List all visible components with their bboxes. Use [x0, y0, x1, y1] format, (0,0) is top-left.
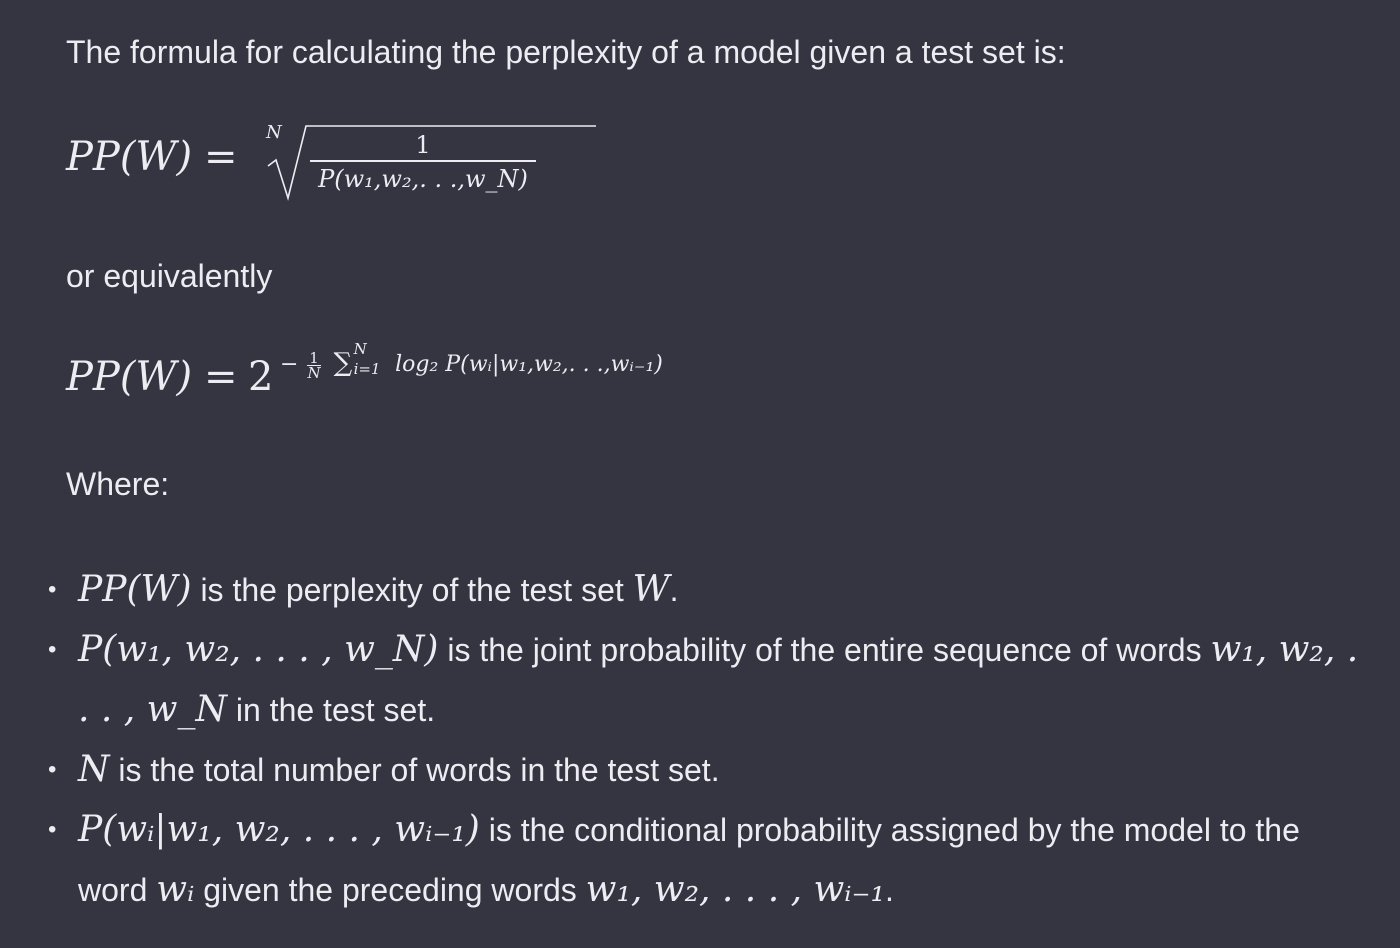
where-label: Where: [66, 466, 170, 502]
formula1-equals: = [204, 134, 238, 180]
exp-fraction [307, 348, 321, 382]
list-item [0, 560, 1378, 620]
root-fraction [310, 130, 536, 194]
bullet-math-3: w₁, w₂, . . . , wᵢ₋₁ [585, 869, 885, 910]
list-item [0, 800, 1378, 920]
log-term: log₂ P(wᵢ|w₁,w₂,. . .,wᵢ₋₁) [395, 352, 663, 377]
formula2-base: 2 [248, 354, 274, 400]
sigma-lower: i=1 [353, 360, 381, 378]
fraction-denominator: P(w₁,w₂,. . .,w_N) [318, 164, 528, 193]
root-index: N [266, 122, 282, 143]
bullet: • [48, 816, 57, 843]
bullet-mid: given the preceding words [194, 872, 586, 908]
sigma-upper: N [353, 340, 367, 358]
bullet-text: is the conditional probability assigned by the model to the word [78, 812, 1300, 908]
exp-frac-num: 1 [309, 348, 319, 367]
bullet-text: is the perplexity of the test set [191, 572, 633, 608]
list-item [0, 620, 1378, 740]
list-item [0, 740, 1378, 800]
bullet-math: P(wᵢ|w₁, w₂, . . . , wᵢ₋₁) [78, 809, 480, 850]
formula2-equals: = [204, 354, 238, 400]
equivalently-text: or equivalently [66, 258, 273, 294]
bullet-end: . [884, 872, 894, 908]
bullet-math: N [78, 749, 110, 790]
formula-perplexity-exp [66, 340, 866, 416]
bullet-math: P(w₁, w₂, . . . , w_N) [78, 629, 439, 670]
bullet: • [48, 576, 57, 603]
bullet-math-2: w₁, w₂, . . . , w_N [78, 629, 1359, 730]
bullet-text: is the total number of words in the test set. [109, 752, 720, 788]
exp-minus: − [280, 352, 299, 377]
fraction-bar [310, 160, 536, 162]
sum-symbol [333, 340, 381, 378]
bullet: • [48, 636, 57, 663]
bullet-math-2: W [632, 569, 670, 610]
bullet-math-2: wᵢ [156, 869, 195, 910]
bullet-math: PP(W) [78, 569, 192, 610]
fraction-numerator: 1 [415, 131, 431, 159]
exp-frac-den: N [307, 363, 321, 382]
nth-root [266, 120, 596, 200]
definitions-list [0, 560, 1378, 920]
bullet-text: is the joint probability of the entire sequence of words [438, 632, 1211, 668]
formula2-lhs: PP(W) [66, 354, 193, 400]
bullet: • [48, 756, 57, 783]
intro-text: The formula for calculating the perplexity of a model given a test set is: [66, 34, 1066, 70]
formula-perplexity-root [66, 120, 666, 210]
sigma-glyph: ∑ [333, 348, 353, 378]
exponent [280, 340, 663, 382]
bullet-end: . [669, 572, 679, 608]
bullet-end: in the test set. [226, 692, 436, 728]
formula1-lhs: PP(W) [66, 134, 193, 180]
